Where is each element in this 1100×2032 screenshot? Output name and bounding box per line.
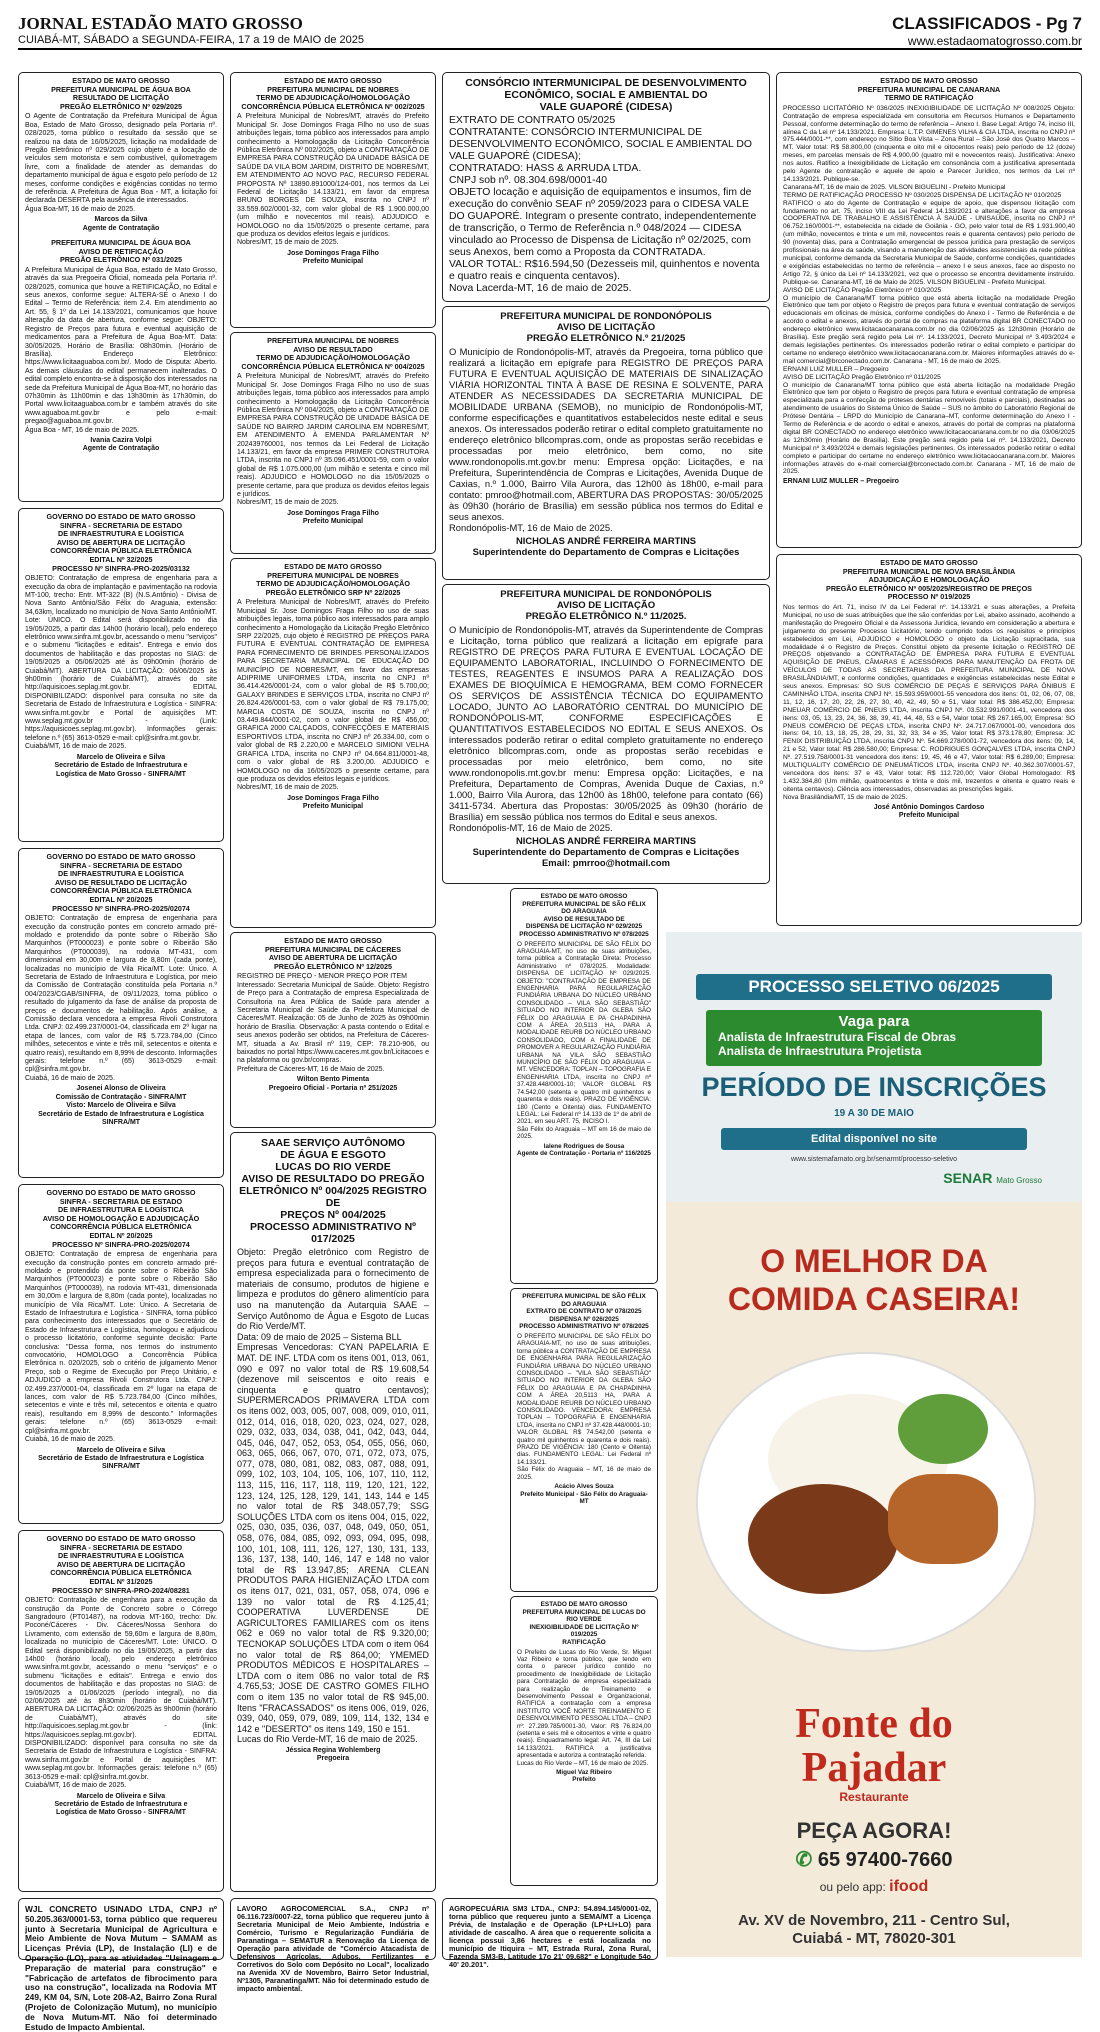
notice-sao-felix-dispensa — [510, 888, 658, 1284]
vacancy-label: Vaga para — [838, 1013, 910, 1030]
notice-signature: Marcelo de Oliveira e Silva Secretário de Estado de Infraestrutura e Logística de Mato Grosso - SINFRA/MT — [54, 753, 188, 778]
notice-rondonopolis-21 — [442, 306, 770, 580]
ad-headline: O MELHOR DA COMIDA CASEIRA! — [727, 1243, 1021, 1317]
notice-signature: Jose Domingos Fraga Filho Prefeito Municipal — [287, 509, 379, 526]
notice-sinfra-31 — [18, 1530, 224, 1892]
notice-body: REGISTRO DE PREÇO - MENOR PREÇO POR ITEM Interessado: Secretaria Municipal de Saúde. Objeto: Registro de Preço para a Contratação de empresa Especializada de Consultoria na Área Pública de Saúde para atender a Secretaria Municipal de Saúde da Prefeitura Municipal de Cáceres/MT. Realização: 05 de Junho de 2025 às 09h00min horário de Brasília. Observação: A pasta contendo o Edital e seus anexos poderão ser obtidos, na Prefeitura de Cáceres-MT, situada a Av. Brasil nº 119, CEP: 78.210-906, ou baixados no portal https://www.caceres.mt.gov.br/Licitacoes e na plataforma ou gov.br/compras. Prefeitura de Cáceres-MT, 16 de Maio de 2025. — [237, 973, 429, 1073]
ifood-logo: ifood — [889, 1878, 929, 1895]
notice-signature: Jose Domingos Fraga Filho Prefeito Municipal — [287, 249, 379, 266]
notice-signature: Ialene Rodrigues de Sousa Agente de Contratação - Portaria nº 116/2025 — [517, 1142, 651, 1157]
notice-title: PREFEITURA MUNICIPAL DE NOBRES AVISO DE RESULTADO TERMO DE ADJUDICAÇÃO/HOMOLOGAÇÃO CONCORRÊNCIA PÚBLICA ELETRÔNICA Nº 004/2025 — [241, 336, 425, 371]
notice-signature: Jéssica Regina Wohlemberg Pregoeira — [285, 1746, 381, 1763]
notice-signature: Josenei Alonso de Oliveira Comissão de Contratação - SINFRA/MT Visto: Marcelo de Oliveira e Silva Secretário de Estado de Infraestrutura e Logística SINFRA/MT — [38, 1085, 204, 1126]
notice-title: ESTADO DE MATO GROSSO PREFEITURA MUNICIPAL DE NOVA BRASILÂNDIA ADJUDICAÇÃO E HOMOLOGAÇÃO PREGÃO ELETRÔNICO Nº 005/2025/REGISTRO DE PREÇOS PROCESSO Nº 019/2025 — [826, 558, 1032, 602]
notice-canarana — [776, 72, 1082, 548]
notice-nova-brasilandia — [776, 554, 1082, 926]
page-header — [18, 14, 1082, 50]
ad-title: PROCESSO SELETIVO 06/2025 — [696, 974, 1052, 1000]
ad-restaurant[interactable] — [666, 1202, 1082, 1957]
newspaper-title: JORNAL ESTADÃO MATO GROSSO — [18, 14, 303, 33]
senar-logo — [943, 1170, 1042, 1186]
notice-title: ESTADO DE MATO GROSSO PREFEITURA MUNICIPAL DE CANARANA TERMO DE RATIFICAÇÃO — [857, 76, 1001, 103]
notice-saae-lucas — [230, 1132, 436, 1892]
notice-cidesa — [442, 72, 770, 302]
notice-title: SAAE SERVIÇO AUTÔNOMO DE ÁGUA E ESGOTO LUCAS DO RIO VERDE AVISO DE RESULTADO DO PREGÃO ELETRÔNICO Nº 004/2025 REGISTRO DE PREÇOS Nº 004/2025 PROCESSO ADMINISTRATIVO Nº 017/2025 — [239, 1137, 427, 1245]
notice-nobres-22 — [230, 558, 436, 928]
notice-body: EXTRATO DE CONTRATO 05/2025 CONTRATANTE: CONSÓRCIO INTERMUNICIPAL DE DESENVOLVIMENTO ECONÔMICO, SOCIAL E AMBIENTAL DO VALE GUAPORÉ (CIDESA); CONTRATADO: HASS & ARRUDA LTDA. CNPJ sob nº. 08.304.698/0001-40 OBJETO locação e aquisição de equipamentos e insumos, fim de execução do convênio SEAF nº 2059/2023 para o CIDESA VALE DO GUAPORÉ. Integram o presente contrato, independentemente de transcrição, o Termo de Referência n.º 048/2024 — CIDESA vinculado ao Processo de Dispensa de Licitação nº 02/2025, com seus Anexos, bem como a Proposta da CONTRATADA. VALOR TOTAL: R$16.594,50 (Dezesseis mil, quinhentos e noventa e quatro reais e cinquenta centavos). Nova Lacerda-MT, 16 de maio de 2025. — [449, 115, 760, 294]
notice-title: GOVERNO DO ESTADO DE MATO GROSSO SINFRA - SECRETARIA DE ESTADO DE INFRAESTRUTURA E LOGÍSTICA AVISO DE ABERTURA DE LICITAÇÃO CONCORRÊNCIA PÚBLICA ELETRÔNICA EDITAL Nº 31/2025 PROCESSO Nº SINFRA-PRO-2024/08281 — [46, 1534, 196, 1595]
notice-sinfra-20-resultado — [18, 848, 224, 1178]
notice-nobres-002 — [230, 72, 436, 328]
notice-body: OBJETO: Contratação de empresa de engenharia para a execução da obra de implantação e pavimentação na rodovia MT-100, trecho: Entr. MT-322 (B) (N.S.Antônio) - Divisa de Nova Santo Antônio/São Félix do Araguaia, extensão: 34,63km, localizado no município de Nova Santo Antônio/MT. Lote: ÚNICO. O Edital será disponibilizado no dia 19/05/2025, a partir das 14h00 (horário local), pelo endereço eletrônico www.sinfra.mt.gov.br, acessando o menu "serviços" e o submenu "licitações e editais". Entrega e envio dos documentos de habilitação e das propostas no SIAG: de 19/05/2025 a 05/06/2025 até às 09h00min (horário de Cuiabá/MT). ABERTURA DA LICITAÇÃO: 06/06/2025 às 9h00min (horário de Cuiabá/MT), através do site http://aquisicoes.seplag.mt.gov.br. EDITAL DISPONIBILIZADO: disponível para consulta no site da Secretaria de Estado de Infraestrutura e Logística - SINFRA: www.sinfra.mt.gov.br e Portal de aquisições MT: www.seplag.mt.gov.br - (Link: https://aquisicoes.seplag.mt.gov.br). Informações gerais: telefone n.º (65) 3613-0529 e-mail: cpl@sinfra.mt.gov.br. Cuiabá/MT, 16 de maio de 2025. — [25, 575, 217, 751]
app-label: ou pelo app: — [819, 1880, 886, 1894]
ad-address-line-1: Av. XV de Novembro, 211 - Centro Sul, — [738, 1912, 1010, 1929]
notice-body: A Prefeitura Municipal de Nobres/MT, através do Prefeito Municipal Sr. Jose Domingos Fraga Filho no uso de suas atribuições legais, torna público aos interessados para amplo conhecimento a Homologação da Licitação Concorrência Pública Eletrônica Nº 002/2025, objeto a CONTRATAÇÃO DE EMPRESA PARA CONSTRUÇÃO DA UNIDADE BÁSICA DE SAÚDE DA VILA BOM JARDIM, DISTRITO DE NOBRES/MT, EM ATENDIMENTO AO NOVO PAC, RECURSO FEDERAL PROPOSTA Nº 13890.891000/124-001, nos termos da Lei Federal de Licitação 14.133/21, em favor da empresa BRUNO BORGES DE SOUZA, inscrita no CNPJ nº 33.559.602/0001-32, com valor global de R$ 1.900.000,00 (um milhão e novecentos mil reais). ADJUDICO e HOMOLOGO no dia 15/05/2025 o presente certame, para que produza os devidos efeitos legais e jurídicos. Nobres/MT, 15 de maio de 2025. — [237, 113, 429, 247]
food-plate-image — [696, 1352, 1036, 1652]
notice-sinfra-32 — [18, 508, 224, 842]
phone-number: 65 97400-7660 — [817, 1849, 953, 1871]
notice-sinfra-20-homologacao — [18, 1184, 224, 1524]
notice-sao-felix-contrato — [510, 1288, 658, 1592]
notice-title: PREFEITURA MUNICIPAL DE RONDONÓPOLIS AVISO DE LICITAÇÃO PREGÃO ELETRÔNICO N.º 21/2025 — [500, 311, 712, 344]
restaurant-logo: Fonte do Pajadar — [795, 1701, 953, 1791]
notice-title: GOVERNO DO ESTADO DE MATO GROSSO SINFRA - SECRETARIA DE ESTADO DE INFRAESTRUTURA E LOGÍSTICA AVISO DE HOMOLOGAÇÃO E ADJUDICAÇÃO CONCORRÊNCIA PÚBLICA ELETRÔNICA EDITAL Nº 20/2025 PROCESSO Nº SINFRA-PRO-2025/02074 — [42, 1188, 200, 1249]
brand-name: SENAR — [943, 1170, 993, 1186]
notice-body: LAVORO AGROCOMERCIAL S.A., CNPJ nº 06.116.723/0007-22, torna público que requereu junto à Secretaria Municipal de Meio Ambiente, Indústria e Comércio, Turismo e Regularização Fundiária de Paranatinga – SEMATUR a Renovação da Licença de Operação para atividade de "Comércio Atacadista de Defensivos Agrícolas, Adubos, Fertilizantes e Corretivos do Solo com Depósito no Local", localizado na Avenida XV de Novembro, Bairro Setor Industrial, Nº1305, Paranatinga/MT. Não foi determinado estudo de impacto ambiental. — [237, 1904, 429, 1993]
notice-lucas-inexigibilidade — [510, 1596, 658, 1886]
ad-vacancies — [706, 1010, 1042, 1066]
ad-senar-processo-seletivo[interactable] — [666, 932, 1082, 1202]
notice-title: GOVERNO DO ESTADO DE MATO GROSSO SINFRA - SECRETARIA DE ESTADO DE INFRAESTRUTURA E LOGÍSTICA AVISO DE RESULTADO DE LICITAÇÃO CONCORRÊNCIA PÚBLICA ELETRÔNICA EDITAL Nº 20/2025 PROCESSO Nº SINFRA-PRO-2025/02074 — [46, 852, 196, 913]
notice-signature: NICHOLAS ANDRÉ FERREIRA MARTINS Superintendente do Departamento de Compras e Licitações — [472, 535, 740, 557]
notice-signature: Marcelo de Oliveira e Silva Secretário de Estado de Infraestrutura e Logística de Mato Grosso - SINFRA/MT — [54, 1792, 188, 1817]
notice-body: O Município de Rondonópolis-MT, através da Pregoeira, torna público que realizará a licitação em epígrafe para REGISTRO DE PREÇOS PARA FUTURA E EVENTUAL AQUISIÇÃO DE MATERIAIS DE SINALIZAÇÃO VIÁRIA HORIZONTAL TINTA À BASE DE RESINA E SOLVENTE, PARA ATENDER AS NECESSIDADES DA SECRETARIA MUNICIPAL DE MOBILIDADE URBANA (SEMOB), no município de Rondonópolis-MT, conforme especificações e quantitativos estabelecidos neste edital e seus anexos. Os interessados poderão retirar o edital completo gratuitamente no endereço eletrônico bllcompras.com, onde as propostas serão recebidas e processadas por meio eletrônico, bem como, no site www.rondonopolis.mt.gov.br menu: Empresa opção: Licitações, e na Prefeitura, Superintendência de Compras e Licitações, Avenida Duque de Caxias, n.º 1.000, Bairro Vila Aurora, das 12h00 às 18h00, e-mail para contato: pmroo@hotmail.com, ABERTURA DAS PROPOSTAS: 30/05/2025 às 09h30 (horário de Brasília) em sessão pública nos termos do Edital e seus anexos. Rondonópolis-MT, 16 de Maio de 2025. — [449, 346, 763, 533]
edition-date: CUIABÁ-MT, SÁBADO a SEGUNDA-FEIRA, 17 a 19 de MAIO de 2025 — [18, 34, 365, 46]
notice-body: O PREFEITO MUNICIPAL DE SÃO FÉLIX DO ARAGUAIA-MT, no uso de suas atribuições, torna pública a CONTRATAÇÃO DE EMPRESA DE ENGENHARIA PARA REGULARIZAÇÃO FUNDIÁRIA URBANA DO NÚCLEO URBANO CONSOLIDADO – "VILA SÃO SEBASTIÃO" SITUADO NO INTERIOR DA GLEBA SÃO FÉLIX DO ARAGUAIA E PA CHAPADINHA COM A ÁREA 20,5113 HA, PARA A MODALIDADE REURB DO NÚCLEO URBANO CONSOLIDADO. VENCEDORA: EMPRESA TOPLAN – TOPOGRAFIA E ENGENHARIA LTDA, inscrita no CNPJ nº 37.428.448/0001-10; VALOR GLOBAL R$ 74.542,00 (setenta e quatro mil quinhentos e quarenta e dois reais). PRAZO DE VIGÊNCIA: 180 (Cento e Oitenta) dias. FUNDAMENTO LEGAL: Lei Federal nº 14.133/21. São Félix do Araguaia – MT, 16 de maio de 2025. — [517, 1332, 651, 1481]
notice-body: O Prefeito de Lucas do Rio Verde, Sr. Miguel Vaz Ribeiro e torna público, que tendo em conta o parecer jurídico contido no procedimento de Inexigibilidade de Licitação para Contratação de empresa especializada para realização de Treinamento e Desenvolvimento Pessoal e Organizacional, RATIFICA a contratação com a empresa INSTITUTO VOCÊ NORTE TREINAMENTO E DESENVOLVIMENTO PESSOAL LTDA – CNPJ nº: 27.289.785/0001-30, Valor: R$ 76.824,00 (setenta e seis mil e oitocentos e vinte e quatro reais). Enquadramento legal: Art. 74, III da Lei 14.133/2021. RATIFICA a justificativa apresentada e autoriza a contratação referida. Lucas do Rio Verde – MT, 16 de maio de 2025. — [517, 1648, 651, 1767]
notice-wjl-concreto — [18, 1898, 224, 2032]
notice-body: O PREFEITO MUNICIPAL DE SÃO FÉLIX DO ARAGUAIA-MT, no uso de suas atribuições, torna pública a Contratação Direta: Processo Administrativo nº 078/2025. Modalidade: DISPENSA DE LICITAÇÃO Nº 029/2025. OBJETO: "CONTRATAÇÃO DE EMPRESA DE ENGENHARIA PARA REGULARIZAÇÃO FUNDIÁRIA URBANA DO NÚCLEO URBANO CONSOLIDADO – VILA SÃO SEBASTIÃO" SITUADO NO INTERIOR DA GLEBA SÃO FÉLIX DO ARAGUAIA E PA CHAPADINHA COM A ÁREA 20,5113 HA, PARA A MODALIDADE REURB DO NÚCLEO URBANO CONSOLIDADO, COM A FINALIDADE DE PROMOVER A REGULARIZAÇÃO FUNDIÁRIA URBANA NA VILA SÃO SEBASTIÃO MUNICÍPIO DE SÃO FÉLIX DO ARAGUAIA – MT. VENCEDORA: TOPLAN – TOPOGRAFIA E ENGENHARIA LTDA, inscrita no CNPJ nº 37.428.448/0001-10; VALOR GLOBAL R$ 74.542,00 (setenta e quatro mil quinhentos e quarenta e dois reais). PRAZO DE VIGÊNCIA: 180 (Cento e Oitenta) dias. FUNDAMENTO LEGAL: Lei Federal nº 14.133 de 1º de abril de 2021, em seu ART. 75, INCISO I. São Félix do Araguaia – MT em 16 de maio de 2025. — [517, 940, 651, 1141]
notice-body: Nos termos do Art. 71, inciso IV da Lei Federal nº. 14.133/21 e suas alterações, a Prefeita Municipal, no uso de suas atribuições que lhe são conferidas por Lei, abaixo assinado, acolhendo a manifestação do Pregoeiro Oficial e da Assessoria Jurídica, levando em consideração a abertura e julgamento do presente Processo Licitatório, tendo cumprido todos os requisitos e princípios estabelecidos em Lei, ADJUDICO e HOMOLOGO o objeto da Licitação supracitada, sua modalidade é o Registro de Preços. Constitui objeto da presente licitação o REGISTRO DE PREÇOS objetivando a CONTRATAÇÃO DE EMPRESA PARA FUTURA E EVENTUAL AQUISIÇÃO DE PNEUS, CÂMARAS E ACESSÓRIOS PARA MANUTENÇÃO DA FROTA DE VEÍCULOS DE TODAS AS SECRETARIAS DA PREFEITURA MUNICIPAL DE NOVA BRASILÂNDIA/MT, e conforme condições, quantidades e exigências estabelecidas neste Edital e seus anexos. Empresas: SO SUS COMÉRCIO DE PEÇAS E SERVIÇOS PARA ÔNIBUS E CAMINHÃO LTDA, inscrita CNPJ Nº. 15.593.959/0001-55 vencedora dos itens: 01, 02, 06, 07, 08, 11, 12, 16, 17, 20, 22, 26, 27, 30, 40, 42, 49, 50 e 51, Valor total: R$ 386.452,00; Empresa: PNEUAR COMÉRCIO DE PNEUS LTDA, inscrita CNPJ Nº. 03.532.991/0001-41, vencedora dos itens: 03, 05, 13, 23, 24, 36, 38, 39, 41, 44, 48, 53 e 54, Valor total: R$ 267.165,00; Empresa: SO PNEUS COMÉRCIO DE PEÇAS LTDA, inscrita CNPJ Nº. 24.717.067/0001-00, vencedora dos itens: 04, 10, 13, 18, 25, 28, 29, 31, 32, 33, 34 e 35, Valor total: R$ 373.178,80; Empresa: JC FENIX DISTRIBUIÇÃO LTDA, inscrita CNPJ Nº. 54.669.278/0001-72, vencedora dos itens: 09, 14, 21 e 52, Valor total: R$ 286.580,00; Empresa: C. RODRIGUES GONÇALVES LTDA, inscrita CNPJ Nº. 27.519.758/0001-31 vencedora dos itens: 19, 45, 46 e 47, Valor total: R$ 6.289,00; Empresa: MULTIQUALITY COMÉRCIO DE PNEUMÁTICOS LTDA, inscrita CNPJ Nº. 40.362.307/0001-57, vencedora dos itens: 37 e 43, Valor total: R$ 112.720,00; Valor Global Homologado: R$ 1.432.384,80 (Um milhão, quatrocentos e trinta e dois mil, trezentos e oitenta e quatro reais e oitenta centavos). Ciência aos interessados, observadas as prescrições legais. Nova Brasilândia/MT, 15 de maio de 2025. — [783, 603, 1075, 801]
notice-signature: Acácio Alves Souza Prefeito Municipal - São Félix do Araguaia-MT — [520, 1483, 648, 1505]
notice-body: A Prefeitura Municipal de Nobres/MT, através do Prefeito Municipal Sr. Jose Domingos Fraga Filho no uso de suas atribuições legais, torna público aos interessados para amplo conhecimento a Homologação da Licitação Concorrência Pública Eletrônica Nº 004/2025, objeto a CONTRATAÇÃO DE EMPRESA PARA CONSTRUÇÃO DE UNIDADE BÁSICA DE SAÚDE NO BAIRRO JARDIM CAROLINA EM NOBRES/MT, EM ATENDIMENTO À EMENDA PARLAMENTAR Nº 202439760001, nos termos da Lei Federal de Licitação 14.133/21, em favor da empresa PRIMER CONSTRUTORA LTDA, inscrita no CNPJ nº 35.096.451/0001-59, com o valor global de R$ 1.075.000,00 (um milhão e setenta e cinco mil reais). ADJUDICO e HOMOLOGO no dia 15/05/2025 o presente certame, para que produza os devidos efeitos legais e jurídicos. Nobres/MT, 15 de maio de 2025. — [237, 373, 429, 507]
ad-edital: Edital disponível no site — [721, 1128, 1027, 1150]
notice-title: ESTADO DE MATO GROSSO PREFEITURA MUNICIPAL DE NOBRES TERMO DE ADJUDICAÇÃO/HOMOLOGAÇÃO PREGÃO ELETRÔNICO SRP Nº 22/2025 — [256, 562, 410, 597]
notice-signature: Marcos da Silva Agente de Contratação — [82, 216, 160, 232]
ad-url[interactable]: www.sistemafamato.org.br/senarmt/processo-seletivo — [790, 1156, 958, 1163]
notice-body: O Agente de Contratação da Prefeitura Municipal de Água Boa, Estado de Mato Grosso, designado pela Portaria nº. 028/2025, torna público o resultado da sessão que se realizou na data de 16/05/2025, licitação na modalidade de Pregão Eletrônico nº 029/2025 cujo objeto é a locação de veículos sem motorista e sem combustível, quilometragem livre, com a finalidade de atender as demandas do departamento municipal de água e esgoto pelo período de 12 meses, conforme condições e exigências contidas no termo de referência. A Prefeitura de Água Boa - MT, a licitação foi declarada DESERTA pela ausência de interessados. Água Boa-MT, 16 de maio de 2025. — [25, 113, 217, 213]
notice-title: GOVERNO DO ESTADO DE MATO GROSSO SINFRA - SECRETARIA DE ESTADO DE INFRAESTRUTURA E LOGÍSTICA AVISO DE ABERTURA DE LICITAÇÃO CONCORRÊNCIA PÚBLICA ELETRÔNICA EDITAL Nº 32/2025 PROCESSO Nº SINFRA-PRO-2025/03132 — [46, 512, 196, 573]
notice-body: WJL CONCRETO USINADO LTDA, CNPJ nº 50.205.363/0001-53, torna público que requereu junto à Secretaria Municipal de Agricultura e Meio Ambiente de Nova Mutum – SAMAM as Licenças Prévia (LP), de Instalação (LI) e de Operação (LO), para as atividades "Usinagem e Preparação de material para construção" e "Fabricação de artefatos de fibrocimento para uso na construção", localizada na Rodovia MT 249, KM 04, S/N, Lote 208-A2, Bairro Zona Rural (Projeto de Colonização Mutum), no município de Nova Mutum-MT. Não foi determinado Estudo de Impacto Ambiental. — [25, 1904, 217, 2032]
notice-title: ESTADO DE MATO GROSSO PREFEITURA MUNICIPAL DE NOBRES TERMO DE ADJUDICAÇÃO/HOMOLOGAÇÃO CONCORRÊNCIA PÚBLICA ELETRÔNICA Nº 002/2025 — [241, 76, 425, 111]
ad-address-line-2: Cuiabá - MT, 78020-301 — [792, 1930, 956, 1947]
notice-title: PREFEITURA MUNICIPAL DE ÁGUA BOA AVISO DE RETIFICAÇÃO PREGÃO ELETRÔNICO Nº 031/2025 — [51, 238, 191, 265]
notice-body: OBJETO: Contratação de empresa de engenharia para execução da construção pontes em concreto armado pré-moldado e protendido da ponte sobre o Ribeirão São Marquinhos (PT000023) e ponte sobre o Ribeirão São Marquinhos (PT000039), na rodovia MT-431, dimensionada em 30,00m e largura de 8,80m (cada ponte), localizadas no município de Vila Rica/MT. Lote: Único. A Secretaria de Estado de Infraestrutura e Logística - SINFRA, torna público para conhecimento dos interessados que o Secretário de Estado de Infraestrutura e Logística, homologou e adjudicou o processo licitatório, conforme seguinte decisão: Parte conclusiva: "Dessa forma, nos termos do instrumento convocatório, HOMOLOGO a Concorrência Pública Eletrônica n. 020/2025, sob o critério de julgamento Menor Preço, sob o Regime de Execução por Preço Unitário, e ADJUDICO a empresa Rivoli Construtora Ltda. CNPJ: 02.499.237/0001-04, classificada em 2º lugar na etapa de lances, com valor de R$ 5.723.784,00 (Cinco milhões, setecentos e vinte e três mil, setecentos e oitenta e quatro reais), resultando em 8,99% de desconto." Informações gerais: telefone n.º (65) 3613-0529 e-mail: cpl@sinfra.mt.gov.br. Cuiabá, 16 de maio de 2025. — [25, 1251, 217, 1444]
notice-body: A Prefeitura Municipal de Nobres/MT, através do Prefeito Municipal Sr. Jose Domingos Fraga Filho no uso de suas atribuições legais, torna público aos interessados para amplo conhecimento a Homologação da Licitação Pregão Eletrônico SRP 22/2025, cujo objeto é REGISTRO DE PREÇOS PARA FUTURA E EVENTUAL CONTRATAÇÃO DE EMPRESA PARA FORNECIMENTO DE BRINDES PERSONALIZADOS PARA SECRETARIA MUNICIPAL DE EDUCAÇÃO DO MUNICÍPIO DE NOBRES/MT, em favor das empresas ADIPRIME UNIFORMES LTDA, inscrita no CNPJ nº 36.414.426/0001-24, com o valor global de R$ 5.700,00; GALAXY BRINDES E SERVIÇOS LTDA, inscrita no CNPJ nº 26.824.426/0001-53, com o valor global de R$ 79.175,00; MARCIA COSTA DE SOUZA, inscrita no CNPJ nº 03.449.844/0001-02, com o valor global de R$ 456,00; GRAFICA 2000 CALÇADOS, CONFECÇÕES E MATERIAIS ESPORTIVOS LTDA, inscrita no CNPJ nº 26.334.00, com o valor global de R$ 2.220,00 e MARCELO SIMIONI VELHA GRAFICA LTDA, inscrita no CNPJ nº 04.664.811/0001-48, com o valor global de R$ 3.200,00. ADJUDICO e HOMOLOGO no dia 16/05/2025 o presente certame, para que produza os devidos efeitos legais e jurídicos. Nobres/MT, 16 de maio de 2025. — [237, 599, 429, 792]
vacancy-item: Analista de Infraestrutura Fiscal de Obras — [718, 1030, 957, 1044]
notice-signature: José Antônio Domingos Cardoso Prefeito Municipal — [873, 803, 985, 820]
notice-body: AGROPECUÁRIA SM3 LTDA., CNPJ: 54.894.145/0001-02, torna público que requereu junto a SEMA/MT a Licença Prévia, de Instalação e de Operação (LP+LI+LO) para atividade de cascalho. A área que o requerente solicita a licença possui 3,86 hectares e está localizada no município de Itiquira – MT, Estrada Rural, Zona Rural, Fazenda SM3-B, Latitude 17o 21' 09.682" e Longitude 54o 40' 20.201". — [449, 1904, 651, 1969]
notice-signature: ERNANI LUIZ MULLER – Pregoeiro — [783, 478, 899, 486]
notice-body: Objeto: Pregão eletrônico com Registro de preços para futura e eventual contratação de empresa especializada para o fornecimento de materiais de consumo, produtos de higiene e limpeza e produtos do gênero alimentício para uso na manutenção da Autarquia SAAE – Serviço Autônomo de Água e Esgoto de Lucas do Rio Verde/MT. Data: 09 de maio de 2025 – Sistema BLL Empresas Vencedoras: CYAN PAPELARIA E MAT. DE INF. LTDA com os itens 001, 013, 061, 090 e 097 no valor total de R$ 19.608,54 (dezenove mil seiscentos e oito reais e cinquenta e quatro centavos); SUPERMERCADOS PRIMAVERA LTDA com os itens 002, 003, 005, 007, 008, 009, 010, 011, 012, 014, 016, 018, 020, 023, 024, 027, 028, 029, 032, 033, 034, 038, 041, 042, 043, 044, 045, 046, 047, 052, 053, 054, 055, 056, 060, 063, 065, 066, 067, 070, 071, 072, 073, 075, 077, 078, 080, 081, 082, 083, 087, 088, 091, 099, 102, 103, 104, 105, 106, 107, 110, 112, 113, 115, 116, 117, 118, 119, 120, 121, 122, 123, 124, 125, 128, 129, 141, 143, 144 e 145 no valor total de R$ 348.057,79; SSG SOLUÇÕES LTDA com os itens 004, 015, 022, 025, 030, 035, 036, 037, 048, 049, 050, 051, 058, 076, 084, 085, 092, 093, 094, 095, 098, 100, 101, 108, 111, 126, 127, 130, 131, 133, 136, 137, 138, 140, 146, 147 e 148 no valor total de R$ 13.947,85; ARENA CLEAN PRODUTOS PARA HIGIENIZAÇÃO LTDA com os itens 017, 021, 031, 057, 058, 074, 096 e 139 no valor total de R$ 4.125,41; COOPERATIVA LUVERDENSE DE AGRICULTORES FAMILIARES com os itens 062 e 069 no valor total de R$ 9.320,00; TECNOKAP SOLUÇÕES LTDA com o item 064 no valor total de R$ 864,00; YMEMED PRODUTOS MÉDICOS E HOSPITALARES – LTDA com o item 086 no valor total de R$ 4.765,53; JOSE DE CASTRO GOMES FILHO com o item 135 no valor total de R$ 945,00. Itens "FRACASSADOS" os itens 006, 019, 026, 039, 040, 059, 079, 089, 109, 114, 132, 134 e 142 e "DESERTO" os itens 149, 150 e 151. Lucas do Rio Verde-MT, 16 de maio de 2025. — [237, 1247, 429, 1745]
notice-body: O Município de Rondonópolis-MT, através da Superintendente de Compras e Licitação, torna público que realizará a licitação em epígrafe para REGISTRO DE PREÇOS PARA FUTURA E EVENTUAL LOCAÇÃO DE EQUIPAMENTO LABORATORIAL, INCLUINDO O FORNECIMENTO DE TESTES, REAGENTES E INSUMOS PARA A REALIZAÇÃO DOS EXAMES DE BIOQUÍMICA E HEMOGRAMA, BEM COMO FORNECER OS SERVIÇOS DE ASSISTÊNCIA TÉCNICA DO EQUIPAMENTO LOCADO, JUNTO AO LABORATÓRIO CENTRAL DO MUNICÍPIO DE RONDONÓPOLIS-MT, CONFORME ESPECIFICAÇÕES E QUANTITATIVOS ESTABELECIDOS NO EDITAL E SEUS ANEXOS. Os interessados poderão retirar o edital completo gratuitamente no endereço eletrônico bllcompras.com, onde as propostas serão recebidas e processadas por meio eletrônico, bem como, no site www.rondonopolis.mt.gov.br menu: Empresa opção: Licitações, e na Prefeitura, Departamento de Compras, Avenida Duque de Caxias, n.º 1.000, Bairro Vila Aurora, das 12h00 às 18h00, telefone para contato (66) 3411-5734. Abertura das Propostas: 30/05/2025 às 09h30 (horário de Brasília) em sessão pública nos termos do Edital e seus anexos. Rondonópolis-MT, 16 de Maio de 2025. — [449, 624, 763, 833]
notice-signature: Wilton Bento Pimenta Pregoeiro Oficial - Portaria nº 251/2025 — [268, 1076, 398, 1092]
notice-title: ESTADO DE MATO GROSSO PREFEITURA MUNICIPAL DE SÃO FÉLIX DO ARAGUAIA AVISO DE RESULTADO DE DISPENSA DE LICITAÇÃO Nº 029/2025 PROCESSO ADMINISTRATIVO Nº 078/2025 — [519, 893, 649, 938]
notice-title: ESTADO DE MATO GROSSO PREFEITURA MUNICIPAL DE CÁCERES AVISO DE ABERTURA DE LICITAÇÃO PREGÃO ELETRÔNICO Nº 12/2025 — [264, 936, 402, 971]
notice-signature: Ivania Cazira Volpi Agente de Contratação — [82, 436, 160, 453]
ad-period-dates: 19 A 30 DE MAIO — [834, 1108, 914, 1119]
notice-signature: Marcelo de Oliveira e Silva Secretário de Estado de Infraestrutura e Logística SINFRA/MT — [38, 1446, 204, 1471]
beans — [748, 1484, 898, 1594]
notice-agua-boa-resultado — [18, 72, 224, 502]
notice-title: CONSÓRCIO INTERMUNICIPAL DE DESENVOLVIMENTO ECONÔMICO, SOCIAL E AMBIENTAL DO VALE GUAPORÉ (CIDESA) — [465, 77, 747, 113]
notice-title: ESTADO DE MATO GROSSO PREFEITURA MUNICIPAL DE LUCAS DO RIO VERDE INEXIGIBILIDADE DE LICITAÇÃO Nº 019/2025 RATIFICAÇÃO — [522, 1601, 646, 1646]
notice-agropecuaria-sm3 — [442, 1898, 658, 1969]
notice-signature: Jose Domingos Fraga Filho Prefeito Municipal — [287, 794, 379, 811]
notice-nobres-004 — [230, 332, 436, 554]
notice-body: OBJETO: Contratação de empresa de engenharia para execução da construção pontes em concreto armado pré-moldado e protendido da ponte sobre o Ribeirão São Marquinhos (PT000023) e ponte sobre o Ribeirão São Marquinhos (PT000039), na rodovia MT-431, com dimensional em 30,00m e largura de 8,80m (cada ponte), localizadas no município de Vila Rica/MT. Lote: Único. A Secretaria de Estado de Infraestrutura e Logística, por meio da Comissão de Contratação constituída pela Portaria n.º 004/2023/CGAB/SINFRA, de 09/11/2023, torna público o resultado do julgamento da fase de análise da proposta de preços e documentos de habilitação. Após análise, a Comissão declara vencedora a empresa Rivoli Construtora Ltda. CNPJ: 02.499.237/0001-04, classificada em 2º lugar na etapa de lances, com valor de R$ 5.723.784,00 (Cinco milhões, setecentos e vinte e três mil, setecentos e oitenta e quatro reais), resultando em 8,99% de desconto. Informações gerais: telefone n.º (65) 3613-0529 e-mail: cpl@sinfra.mt.gov.br. Cuiabá, 16 de maio de 2025. — [25, 915, 217, 1082]
notice-title: PREFEITURA MUNICIPAL DE RONDONÓPOLIS AVISO DE LICITAÇÃO PREGÃO ELETRÔNICO N.º 11/2025. — [500, 589, 712, 622]
vacancy-item: Analista de Infraestrutura Projetista — [718, 1044, 922, 1058]
notice-body: A Prefeitura Municipal de Água Boa, estado de Mato Grosso, através da sua Pregoeira Oficial, nomeada pela Portaria nº. 028/2025, comunica que houve a RETIFICAÇÃO, no Edital e seus anexos, conforme segue: ALTERA-SE o Anexo I do Edital – Termo de Referência: item 2.4. Em atendimento ao Art. 55, § 1º da Lei 14.133/2021, comunicamos que houve alteração da data de abertura, conforme segue: OBJETO: Registro de Preços para futura e eventual aquisição de medicamentos para a Prefeitura de Água Boa-MT. Data: 30/05/2025. Horário de Brasília: 08h30min. (Horário de Brasília). Endereço Eletrônico: https://www.licitaaguaboa.com.br/. Modo de Disputa: Aberto. As demais cláusulas do edital permanecem inalteradas. O edital completo encontra-se à disposição dos interessados na sede da Prefeitura Municipal de Água Boa-MT, no horário das 07h30min às 11h00min e das 13h30min às 17h30min, do Portal www.licitaaguaboa.com.br e também através do site www.aguaboa.mt.gov.br e pelo e-mail: pregao@aguaboa.mt.gov.br. Água Boa - MT, 16 de maio de 2025. — [25, 266, 217, 434]
ad-app — [666, 1878, 1082, 1896]
notice-lavoro — [230, 1898, 436, 1993]
notice-signature: Miguel Vaz Ribeiro Prefeito — [556, 1769, 612, 1784]
ad-period: PERÍODO DE INSCRIÇÕES — [701, 1072, 1047, 1102]
notice-body: PROCESSO LICITATÓRIO Nº 036/2025 INEXIGIBILIDADE DE LICITAÇÃO Nº 008/2025 Objeto: Contratação de empresa especializada em consultoria em Recursos Humanos e Departamento Pessoal, conforme determinação do termo de referência – Anexo I. Base Legal: Artigo 74, inciso III, alínea C da Lei nº 14.133/2021. Empresa: L.T.P. GIMENES VILHA & CIA LTDA, inscrita no CNPJ nº 975.444/0001-**, com endereço no Sítio Boa Vista – Zona Rural – São José dos Quatro Marcos – MT. Valor total: R$ 58.800,00 (cinquenta e oito mil e oitocentos reais) pelo período de 12 (doze) meses, em parcelas mensais de R$ 4.900,00 (quatro mil e novecentos reais). Justificativa: Anexo nos autos. Ratifico a Inexigibilidade de Licitação em consonância com a justificativa apresentada pelo Agente de contratação e aquele de apoio e Parecer Jurídico, nos termos da Lei nº 14.133/2021. Publique-se. Canarana-MT, 16 de maio de 2025. VILSON BIGUELINI - Prefeito Municipal TERMO DE RATIFICAÇÃO PROCESSO Nº 030/2025 DISPENSA DE LICITAÇÃO Nº 010/2025 RATIFICO o ato do Agente de Contratação e equipe de apoio, que dispensou licitação com fundamento no art. 75, inciso VIII da Lei Federal 14.133/2021 e alterações a favor da empresa COOPERATIVA DE TRABALHO E ASSISTÊNCIA À SAÚDE - UNISAÚDE, inscrita no CNPJ nº 06.752.160/0001-**, estabelecida na cidade de Goiânia - GO, pelo valor total de R$ 1.931.900,40 (um milhão, novecentos e trinta e um mil, novecentos reais e quarenta centavos) pelo período de 90 (noventa) dias, para a Contratação emergencial de pessoa jurídica para prestação de serviços profissionais na área da saúde, visando a manutenção das atividades assistenciais da rede pública municipal, conforme demanda da Secretaria Municipal de Saúde, conforme condições, quantidades e exigências estabelecidas no termo de referência – anexo I e seus anexos, face ao disposto no Artigo 72, § único da Lei nº 14.133/2021, vez que o processo se encontra devidamente instruído. Publique-se. Canarana-MT, 16 de Maio de 2025. VILSON BIGUELINI - Prefeito Municipal. AVISO DE LICITAÇÃO Pregão Eletrônico nº 010/2025 O município de Canarana/MT torna público que está aberta licitação na modalidade Pregão Eletrônico que tem por objeto o Registro de preços para futura e eventual contratação de serviços educacionais em oficinas de música, conforme condições do Anexo I - Termo de Referência e de acordo o edital e anexos, através do portal de compras na plataforma digital BR CONECTADO no endereço eletrônico www.licitacaocanarana.com.br no dia 02/06/2025 às 12h30min (Horário de Brasília). Este pregão será regido pela Lei nº. 14.133/2021, Decreto Municipal nº 3.493/2024 e demais legislações pertinentes. Os interessados poderão retirar o edital completo e participar do certame no endereço eletrônico www.licitacaocanarana.com.br. Maiores informações através do e-mail comercial@brconectado.com.br. Canarana - MT, 16 de maio de 2025. ERNANI LUIZ MULLER – Pregoeiro AVISO DE LICITAÇÃO Pregão Eletrônico nº 011/2025 O município de Canarana/MT torna público que está aberta licitação na modalidade Pregão Eletrônico que tem por objeto o Registro de preços para futura e eventual contratação de empresa especializada para a confecção de próteses dentárias removíveis (totais e parciais), destinadas ao atendimento de usuários do Sistema Único de Saúde – SUS no âmbito do Laboratório Regional de Prótese Dentária – LRPD do Município de Canarana–MT, conforme determinação do Anexo I - Termo de Referência e de acordo o edital e anexos, através do portal de compras na plataforma digital BR CONECTADO no endereço eletrônico www.licitacaocanarana.com.br no dia 03/06/2025 às 12h30min (Horário de Brasília). Este pregão será regido pela Lei nº. 14.133/2021, Decreto Municipal nº 3.493/2024 e demais legislações pertinentes. Os interessados poderão retirar o edital completo e participar do certame no endereço eletrônico www.licitacaocanarana.com.br. Maiores informações através do e-mail comercial@brconectado.com.br. Canarana - MT, 16 de maio de 2025. — [783, 104, 1075, 476]
salad — [898, 1394, 988, 1464]
ad-cta: PEÇA AGORA! — [796, 1818, 952, 1843]
notice-body: OBJETO: Contratação de engenharia para a execução da construção da Ponte de Concreto sobre o Córrego Sangradouro (PT01487), na rodovia MT-160, trecho: Div. Poconé/Cáceres - Div. Cáceres/Nossa Senhora do Livramento, com extensão de 59,60m e largura de 8,80m, localizada no município de Cáceres/MT. Lote: ÚNICO. O Edital será disponibilizado no dia 19/05/2025, a partir das 14h00 (horário local), pelo endereço eletrônico www.sinfra.mt.gov.br, acessando o menu "serviços" e o submenu "licitações e editais". Entrega e envio dos documentos de habilitação e das propostas no SIAG: de 19/05/2025 a 01/06/2025 (período integral), no dia 02/06/2025 até às 8h30min (horário de Cuiabá/MT). ABERTURA DA LICITAÇÃO: 02/06/2025 às 9h00min (horário de Cuiabá/MT), através do site http://aquisicoes.seplag.mt.gov.br - (link: https://aquisicoes.seplag.mt.gov.br). EDITAL DISPONIBILIZADO: disponível para consulta no site da Secretaria de Estado de Infraestrutura e Logística - SINFRA: www.sinfra.mt.gov.br e Portal de aquisições MT: www.seplag.mt.gov.br. Informações gerais: telefone n.º (65) 3613-0529 e-mail: cpl@sinfra.mt.gov.br. Cuiabá/MT, 16 de maio de 2025. — [25, 1597, 217, 1790]
website-link[interactable]: www.estadaomatogrosso.com.br — [907, 34, 1082, 48]
notice-caceres — [230, 932, 436, 1128]
notice-signature: NICHOLAS ANDRÉ FERREIRA MARTINS Superintendente do Departamento de Compras e Licitações Email: pmrroo@hotmail.com — [472, 835, 740, 868]
ad-phone[interactable] — [666, 1847, 1082, 1872]
whatsapp-icon: ✆ — [795, 1849, 813, 1871]
brand-sub: Mato Grosso — [996, 1176, 1042, 1185]
restaurant-sub: Restaurante — [839, 1790, 909, 1804]
notice-title: PREFEITURA MUNICIPAL DE SÃO FÉLIX DO ARAGUAIA EXTRATO DE CONTRATO Nº 078/2025 DISPENSA Nº 026/2025 PROCESSO ADMINISTRATIVO Nº 078/2025 — [519, 1293, 649, 1331]
notice-rondonopolis-11 — [442, 584, 770, 884]
meat — [888, 1474, 998, 1564]
section-title: CLASSIFICADOS - Pg 7 — [892, 14, 1082, 33]
notice-title: ESTADO DE MATO GROSSO PREFEITURA MUNICIPAL DE ÁGUA BOA RESULTADO DE LICITAÇÃO PREGÃO ELETRÔNICO Nº 029/2025 — [51, 76, 191, 111]
